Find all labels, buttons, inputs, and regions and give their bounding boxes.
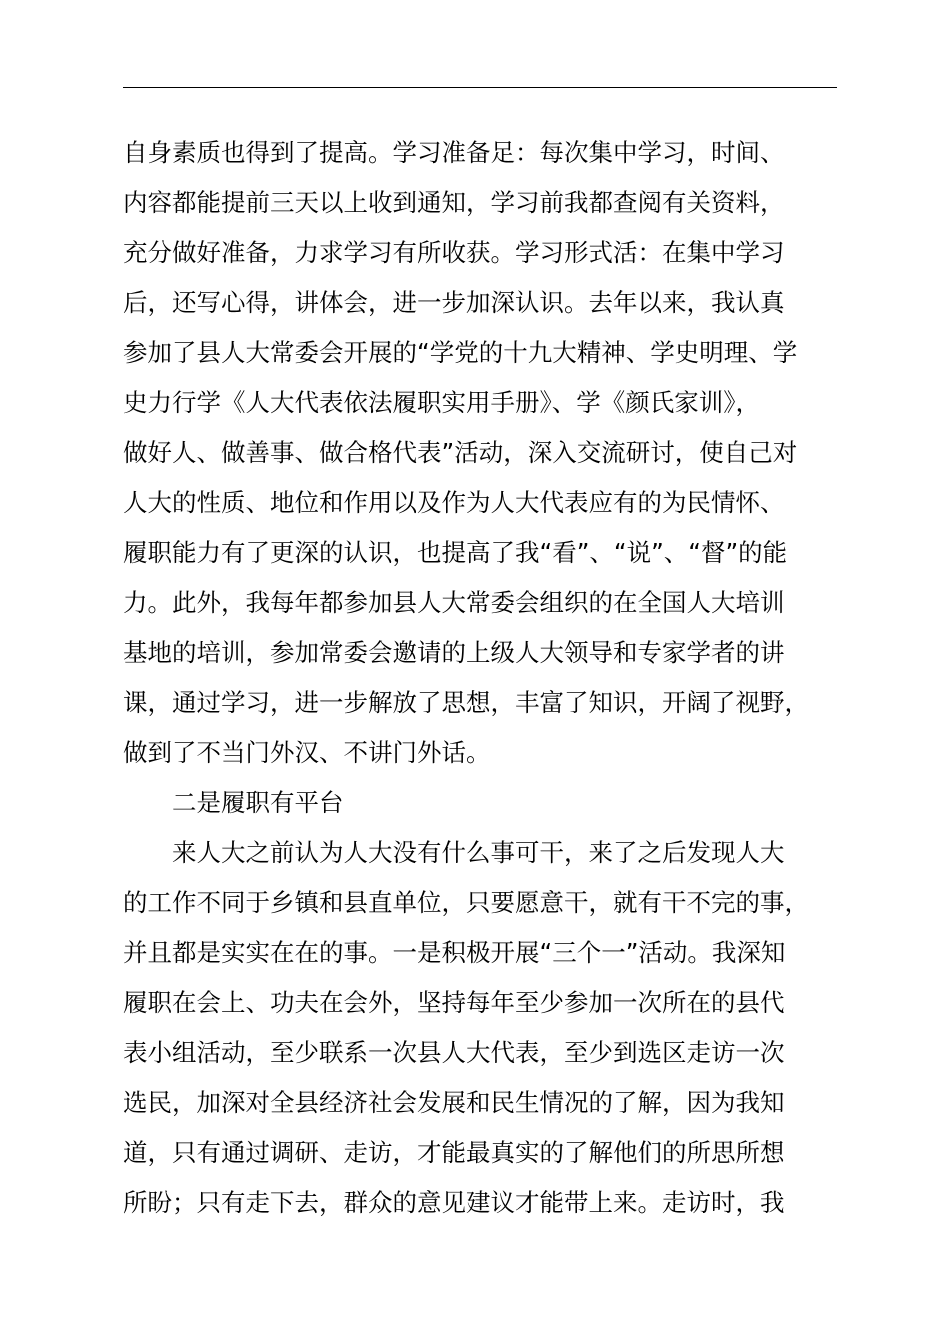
text-line: 做到了不当门外汉、不讲门外话。 [123,738,491,767]
text-line: 基地的培训，参加常委会邀请的上级人大领导和专家学者的讲 [123,638,785,667]
text-line: 表小组活动，至少联系一次县人大代表，至少到选区走访一次 [123,1038,785,1067]
text-line: 履职在会上、功夫在会外，坚持每年至少参加一次所在的县代 [123,988,785,1017]
text-line: 史力行学《人大代表依法履职实用手册》、学《颜氏家训》， [123,388,760,417]
text-line: 并且都是实实在在的事。一是积极开展“三个一”活动。我深知 [123,938,786,967]
text-line: 所盼；只有走下去，群众的意见建议才能带上来。走访时，我 [123,1188,785,1217]
text-line: 选民，加深对全县经济社会发展和民生情况的了解，因为我知 [123,1088,785,1117]
text-line: 道，只有通过调研、走访，才能最真实的了解他们的所思所想 [123,1138,785,1167]
text-line: 履职能力有了更深的认识，也提高了我“看”、“说”、“督”的能 [123,538,788,567]
text-line: 内容都能提前三天以上收到通知，学习前我都查阅有关资料， [123,188,785,217]
text-line: 人大的性质、地位和作用以及作为人大代表应有的为民情怀、 [123,488,785,517]
document-body [123,128,863,1228]
text-line: 的工作不同于乡镇和县直单位，只要愿意干，就有干不完的事， [123,888,809,917]
paragraph-first-line: 来人大之前认为人大没有什么事可干，来了之后发现人大 [172,838,785,867]
text-line: 后，还写心得，讲体会，进一步加深认识。去年以来，我认真 [123,288,785,317]
text-line: 力。此外，我每年都参加县人大常委会组织的在全国人大培训 [123,588,785,617]
text-line: 做好人、做善事、做合格代表”活动，深入交流研讨，使自己对 [123,438,798,467]
header-rule [123,87,837,88]
text-line: 课，通过学习，进一步解放了思想，丰富了知识，开阔了视野， [123,688,809,717]
section-heading: 二是履职有平台 [172,788,344,817]
text-line: 充分做好准备，力求学习有所收获。学习形式活：在集中学习 [123,238,785,267]
text-line: 参加了县人大常委会开展的“学党的十九大精神、学史明理、学 [123,338,798,367]
text-line: 自身素质也得到了提高。学习准备足：每次集中学习，时间、 [123,138,785,167]
